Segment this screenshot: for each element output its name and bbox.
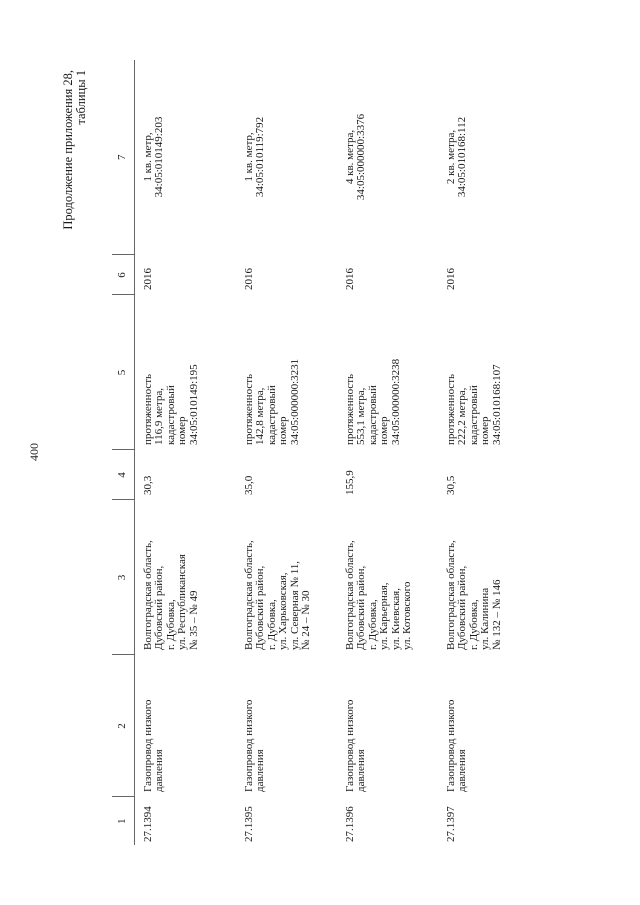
page-number: 400 xyxy=(27,443,41,461)
row-id: 27.1397 xyxy=(445,806,457,842)
row-details: протяженность 553,1 метра, кадастровый номер 34:05:000000:3238 xyxy=(344,358,402,445)
row-year: 2016 xyxy=(142,268,154,290)
rotated-page xyxy=(62,60,562,845)
table-row xyxy=(438,60,539,845)
caption-line-1: Продолжение приложения 28, xyxy=(61,70,75,230)
table-row xyxy=(236,60,337,845)
row-name: Газопровод низкого давления xyxy=(445,699,469,792)
row-area: 4 кв. метра, 34:05:000000:3376 xyxy=(344,113,368,201)
row-area: 1 кв. метр, 34:05:010119:792 xyxy=(243,116,267,198)
row-year: 2016 xyxy=(344,268,356,290)
row-details: протяженность 116,9 метра, кадастровый номер 34:05:010149:195 xyxy=(142,364,200,445)
table-caption xyxy=(62,70,88,230)
row-value: 155,9 xyxy=(344,470,356,495)
row-value: 30,5 xyxy=(445,475,457,495)
row-id: 27.1394 xyxy=(142,806,154,842)
col-header-7: 7 xyxy=(112,60,135,255)
header-row xyxy=(112,60,135,845)
row-year: 2016 xyxy=(243,268,255,290)
row-name: Газопровод низкого давления xyxy=(243,699,267,792)
col-header-4: 4 xyxy=(112,450,135,500)
property-table xyxy=(112,60,539,845)
row-value: 30,3 xyxy=(142,475,154,495)
row-address: Волгоградская область, Дубовский район, г. Дубовка, ул. Республиканская № 35 – № 49 xyxy=(142,540,200,650)
row-details: протяженность 142,8 метра, кадастровый номер 34:05:000000:3231 xyxy=(243,358,301,445)
col-header-6: 6 xyxy=(112,255,135,295)
table-row xyxy=(135,60,237,845)
col-header-1: 1 xyxy=(112,797,135,845)
col-header-5: 5 xyxy=(112,295,135,450)
row-year: 2016 xyxy=(445,268,457,290)
row-area: 2 кв. метра, 34:05:010168:112 xyxy=(445,116,469,198)
row-area: 1 кв. метр, 34:05:010149:203 xyxy=(142,116,166,198)
row-address: Волгоградская область, Дубовский район, г. Дубовка, ул. Харьковская, ул. Северная № 11, № 24 – № 30 xyxy=(243,540,313,650)
row-name: Газопровод низкого давления xyxy=(344,699,368,792)
col-header-2: 2 xyxy=(112,655,135,797)
row-id: 27.1396 xyxy=(344,806,356,842)
table-row xyxy=(337,60,438,845)
row-value: 35,0 xyxy=(243,475,255,495)
col-header-3: 3 xyxy=(112,500,135,655)
row-address: Волгоградская область, Дубовский район, г. Дубовка, ул. Калинина № 132 – № 146 xyxy=(445,540,503,650)
row-name: Газопровод низкого давления xyxy=(142,699,166,792)
row-id: 27.1395 xyxy=(243,806,255,842)
caption-line-2: таблицы 1 xyxy=(74,70,88,125)
row-address: Волгоградская область, Дубовский район, г. Дубовка, ул. Карьерная, ул. Киевская, ул. Котовского xyxy=(344,540,414,650)
row-details: протяженность 222,2 метра, кадастровый номер 34:05:010168:107 xyxy=(445,364,503,445)
